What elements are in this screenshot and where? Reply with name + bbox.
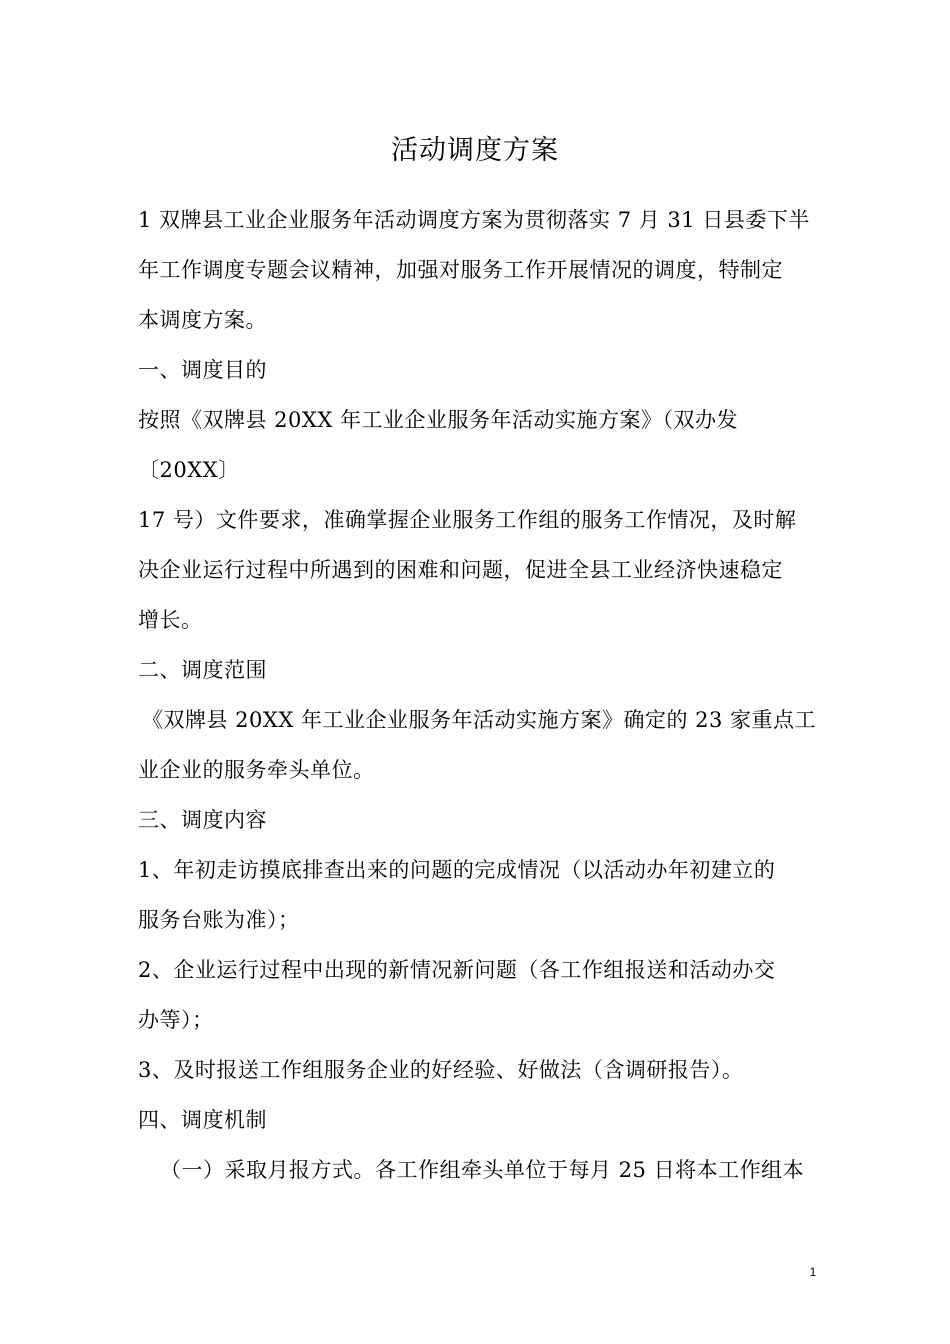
body-line-2: 年工作调度专题会议精神，加强对服务工作开展情况的调度，特制定 [138,258,783,282]
body-line-17: 办等）； [138,1008,214,1032]
page-number: 1 [809,1265,817,1279]
body-line-3: 本调度方案。 [138,308,267,332]
section-heading-2: 二、调度范围 [138,658,267,682]
body-line-7: 17 号）文件要求，准确掌握企业服务工作组的服务工作情况，及时解 [138,508,797,532]
body-line-9: 增长。 [138,608,203,632]
body-line-5: 按照《双牌县 20XX 年工业企业服务年活动实施方案》（双办发 [138,408,738,432]
body-line-12: 业企业的服务牵头单位。 [138,758,375,782]
body-line-14: 1、年初走访摸底排查出来的问题的完成情况（以活动办年初建立的 [138,858,776,882]
body-line-6: 〔20XX〕 [138,458,240,482]
body-line-8: 决企业运行过程中所遇到的困难和问题，促进全县工业经济快速稳定 [138,558,783,582]
section-heading-4: 四、调度机制 [138,1108,267,1132]
body-line-15: 服务台账为准）； [138,908,300,932]
body-line-18: 3、及时报送工作组服务企业的好经验、好做法（含调研报告）。 [138,1058,744,1082]
section-heading-1: 一、调度目的 [138,358,267,382]
document-title: 活动调度方案 [391,135,559,166]
body-line-1: 1 双牌县工业企业服务年活动调度方案为贯彻落实 7 月 31 日县委下半 [138,208,810,232]
body-line-20: （一）采取月报方式。各工作组牵头单位于每月 25 日将本工作组本 [160,1158,805,1182]
section-heading-3: 三、调度内容 [138,808,267,832]
body-line-16: 2、企业运行过程中出现的新情况新问题（各工作组报送和活动办交 [138,958,776,982]
body-line-11: 《双牌县 20XX 年工业企业服务年活动实施方案》确定的 23 家重点工 [142,708,817,732]
